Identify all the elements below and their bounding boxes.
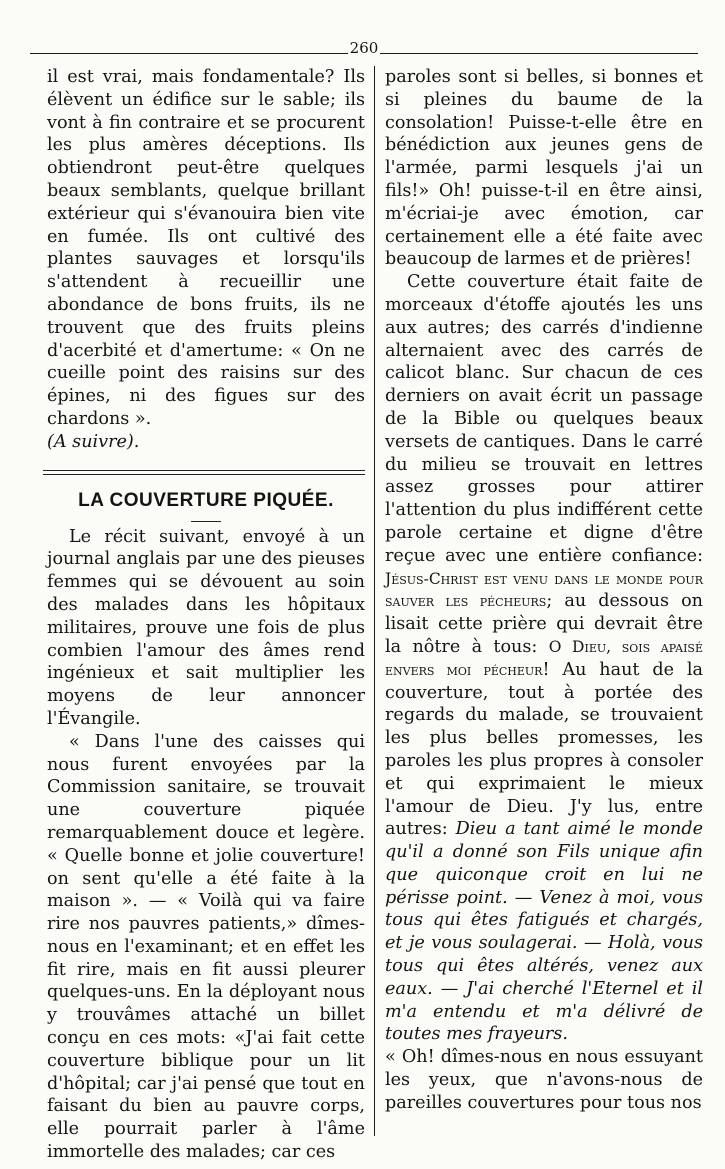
- left-paragraph-3: « Dans l'une des caisses qui nous furent envoyées par la Commission sanitaire, se trouvait une couverture piquée remarquablement douce et legère. « Quelle bonne et jolie couverture! on sent qu'elle a été faite à la maison ». — « Voilà qui va faire rire nos pauvres patients,» dîmes-nous en l'examinant; et en effet les fit rire, mais en fit aussi pleurer quelques-uns. En la déployant nous y trouvâmes attaché un billet conçu en ces mots: «J'ai fait cette couverture biblique pour un lit d'hôpital; car j'ai pensé que tout en faisant du bien au pauvre corps, elle pourrait parler à l'âme immortelle des malades; car ces: [47, 731, 365, 1163]
- title-rule: [191, 521, 221, 522]
- right-paragraph-2: [385, 271, 703, 1046]
- left-column: [47, 66, 365, 1163]
- column-divider: [374, 66, 375, 1136]
- section-separator: [43, 470, 365, 475]
- italic-verses: Dieu a tant aimé le monde qu'il a donné son Fils unique afin que quiconque croit en lui ne périsse point. — Venez à moi, vous tous qui êtes fatigués et chargés, et je vous soulagerai. — Holà, vous tous qui êtes altérés, venez aux eaux. — J'ai cherché l'Eternel et il m'a entendu et m'a délivré de toutes mes frayeurs.: [385, 819, 704, 1045]
- to-be-continued: (A suivre).: [47, 431, 140, 452]
- article-title: LA COUVERTURE PIQUÉE.: [78, 489, 334, 511]
- left-paragraph-1: il est vrai, mais fondamentale? Ils élèvent un édifice sur le sable; ils vont à fin contraire et se procurent les plus amères déceptions. Ils obtiendront peut-être quelques beaux semblants, quelque brillant extérieur qui s'évanouira bien vite en fumée. Ils ont cultivé des plantes sauvages et lorsqu'ils s'attendent à recueillir une abondance de bons fruits, ils ne trouvent que des fruits pleins d'acerbité et d'amertume: « On ne cueille point des raisins sur des épines, ni des figues sur des chardons ».: [47, 67, 365, 429]
- left-paragraph-2: Le récit suivant, envoyé à un journal anglais par une des pieuses femmes qui se dévouent au soin des malades dans les hôpitaux militaires, prouve une fois de plus combien l'amour des âmes rend ingénieux et sait multiplier les moyens de leur annoncer l'Évangile.: [47, 526, 365, 729]
- page-number: 260: [349, 39, 379, 57]
- right-paragraph-3: « Oh! dîmes-nous en nous essuyant les yeux, que n'avons-nous de pareilles couvertures pour tous nos: [385, 1047, 703, 1113]
- scripture-quote-1: Jésus-Christ est venu dans le monde pour sauver les pécheurs: [385, 569, 703, 611]
- right-column: [385, 66, 703, 1151]
- page-number-wrap: [30, 41, 698, 56]
- prayer-quote: O Dieu, sois apaisé envers moi pécheur: [385, 637, 703, 679]
- right-paragraph-1: paroles sont si belles, si bonnes et si pleines du baume de la consolation! Puisse-t-elle être en bénédiction aux jeunes gens de l'armée, parmi lesquels j'ai un fils!» Oh! puisse-t-il en être ainsi, m'écriai-je avec émotion, car certainement elle a été faite avec beaucoup de larmes et de prières!: [385, 67, 703, 270]
- page-header: [30, 40, 698, 60]
- right-paragraph-2-text-a: Cette couverture était faite de morceaux d'étoffe ajoutés les uns aux autres; des carrés d'indienne alternaient avec des carrés de calicot blanc. Sur chacun de ces derniers on avait écrit un passage de la Bible ou quelques beaux versets de cantiques. Dans le carré du milieu se trouvait en lettres assez grosses pour attirer l'attention du plus indifférent cette parole certaine et digne d'être reçue avec une entière confiance:: [385, 272, 703, 566]
- right-paragraph-2-text-c: ! Au haut de la couverture, tout à portée des regards du malade, se trouvaient les plus belles promesses, les paroles les plus propres à consoler et qui exprimaient le mieux l'amour de Dieu. J'y lus, entre autres:: [385, 659, 703, 840]
- right-paragraph-2-text-b: ; au dessous on lisait cette prière qui devrait être la nôtre à tous:: [385, 591, 703, 657]
